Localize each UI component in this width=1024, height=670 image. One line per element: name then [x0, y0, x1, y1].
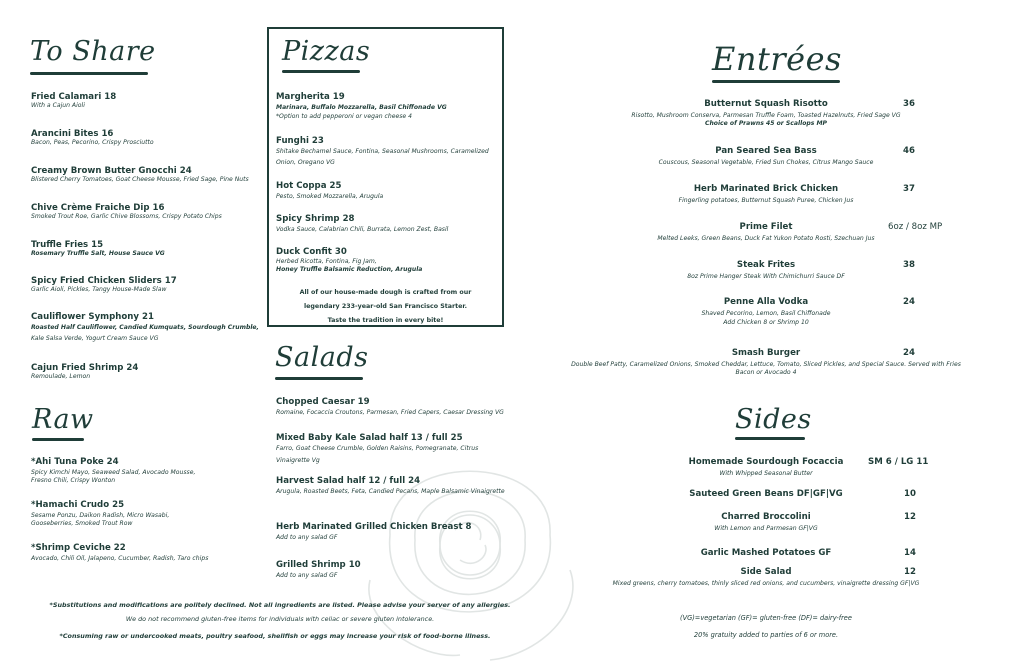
item-name: Chopped Caesar 19: [276, 397, 370, 407]
dough-note: [269, 286, 502, 328]
item-name: Duck Confit 30: [276, 247, 347, 257]
item-name: Fried Calamari 18: [31, 92, 117, 102]
salads-underline: [275, 377, 363, 380]
menu-item: [616, 489, 916, 499]
item-name: Herb Marinated Grilled Chicken Breast 8: [276, 522, 472, 532]
menu-item: [276, 433, 478, 465]
item-description: Blistered Cherry Tomatoes, Goat Cheese Mousse, Fried Sage, Pine Nuts: [31, 176, 249, 183]
menu-item: [616, 548, 916, 558]
item-price: 36: [903, 99, 915, 109]
item-name: Grilled Shrimp 10: [276, 560, 361, 570]
item-description: Herbed Ricotta, Fontina, Fig Jam,: [276, 258, 377, 265]
menu-item: [276, 247, 422, 273]
item-name: *Shrimp Ceviche 22: [31, 543, 126, 553]
item-name: Herb Marinated Brick Chicken: [693, 184, 839, 194]
item-description: Melted Leeks, Green Beans, Duck Fat Yukon Potato Rosti, Szechuan Jus: [657, 235, 875, 242]
item-name: *Ahi Tuna Poke 24: [31, 457, 119, 467]
item-name: Hot Coppa 25: [276, 181, 342, 191]
item-description-2: Kale Salsa Verde, Yogurt Cream Sauce VG: [31, 335, 159, 342]
item-description-2: Gooseberries, Smoked Trout Row: [31, 519, 133, 527]
item-description: Romaine, Focaccia Croutons, Parmesan, Fried Capers, Caesar Dressing VG: [276, 409, 504, 416]
item-price: 14: [904, 548, 916, 558]
item-description: With a Cajun Aioli: [31, 102, 85, 109]
gluten-note: We do not recommend gluten-free items for individuals with celiac or severe gluten intolerance.: [125, 615, 435, 623]
item-description: Remoulade, Lemon: [31, 373, 91, 380]
item-price: 24: [903, 297, 915, 307]
item-price: SM 6 / LG 11: [868, 457, 929, 467]
item-name: Penne Alla Vodka: [723, 297, 809, 307]
item-description: Risotto, Mushroom Conserva, Parmesan Truffle Foam, Toasted Hazelnuts, Fried Sage VG: [631, 112, 901, 119]
item-description: Vodka Sauce, Calabrian Chili, Burrata, Lemon Zest, Basil: [276, 226, 449, 233]
menu-item: [276, 522, 472, 542]
item-name: Arancini Bites 16: [31, 129, 114, 139]
menu-item: [276, 476, 505, 496]
substitutions-note: *Substitutions and modifications are politely declined. Not all ingredients are listed. Please advise your server of any allergies.: [49, 601, 511, 609]
item-description-2: *Option to add pepperoni or vegan cheese 4: [276, 113, 412, 120]
menu-item: [276, 560, 361, 580]
item-price: 24: [903, 348, 915, 358]
item-name: Side Salad: [740, 567, 792, 577]
menu-item: [276, 214, 448, 234]
menu-item: [31, 312, 259, 343]
item-price: 37: [903, 184, 915, 194]
sides-underline: [735, 437, 805, 440]
item-description: Sesame Ponzu, Daikon Radish, Micro Wasabi,: [31, 512, 170, 519]
item-name: Homemade Sourdough Focaccia: [688, 457, 844, 467]
menu-item: [616, 512, 916, 533]
pizzas-underline: [282, 70, 360, 73]
item-name: Smash Burger: [731, 348, 801, 358]
item-description-2: Fresno Chili, Crispy Wonton: [31, 476, 116, 484]
item-description-2: Choice of Prawns 45 or Scallops MP: [704, 119, 828, 127]
item-name: Spicy Shrimp 28: [276, 214, 355, 224]
item-name: Mixed Baby Kale Salad half 13 / full 25: [276, 433, 463, 443]
to-share-heading: To Share: [30, 36, 156, 67]
item-name: Cauliflower Symphony 21: [31, 312, 154, 322]
to-share-underline: [30, 72, 148, 75]
raw-heading: Raw: [32, 404, 94, 435]
dough-note-line: Taste the tradition in every bite!: [327, 317, 444, 324]
item-name: Butternut Squash Risotto: [704, 99, 828, 109]
entrees-heading: Entrées: [712, 40, 842, 78]
item-description: Couscous, Seasonal Vegetable, Fried Sun Chokes, Citrus Mango Sauce: [658, 159, 874, 166]
item-description: Farro, Goat Cheese Crumble, Golden Raisins, Pomegranate, Citrus: [276, 445, 479, 452]
menu-item: [31, 203, 222, 221]
item-description: Garlic Aioli, Pickles, Tangy House-Made Slaw: [31, 286, 167, 293]
item-description: Spicy Kimchi Mayo, Seaweed Salad, Avocado Mousse,: [31, 469, 196, 476]
pizzas-heading: Pizzas: [282, 36, 371, 67]
item-price: 38: [903, 260, 915, 270]
item-name: Creamy Brown Butter Gnocchi 24: [31, 166, 192, 176]
menu-item: [31, 129, 154, 147]
item-description: 8oz Prime Hanger Steak With Chimichurri Sauce DF: [687, 273, 845, 280]
item-description-2: Onion, Oregano VG: [276, 158, 335, 166]
menu-item: [31, 363, 138, 381]
item-name: Chive Crème Fraiche Dip 16: [31, 203, 165, 213]
raw-underline: [32, 438, 84, 441]
item-description: Arugula, Roasted Beets, Feta, Candied Pecans, Maple Balsamic Vinaigrette: [276, 488, 505, 495]
menu-item: [31, 276, 177, 294]
item-description-2: Add Chicken 8 or Shrimp 10: [723, 318, 809, 326]
item-description: Pesto, Smoked Mozzarella, Arugula: [276, 193, 384, 200]
item-name: Prime Filet: [739, 222, 793, 232]
menu-item: [31, 457, 195, 485]
sides-heading: Sides: [735, 404, 812, 435]
item-price: 6oz / 8oz MP: [888, 222, 943, 232]
item-name: Charred Broccolini: [721, 512, 811, 522]
item-name: Garlic Mashed Potatoes GF: [700, 548, 832, 558]
item-name: Pan Seared Sea Bass: [715, 146, 817, 156]
item-description-2: Vinaigrette Vg: [276, 456, 320, 464]
salads-heading: Salads: [275, 342, 369, 373]
item-description: Shitake Bechamel Sauce, Fontina, Seasonal Mushrooms, Caramelized: [276, 148, 489, 155]
item-name: Spicy Fried Chicken Sliders 17: [31, 276, 177, 286]
item-description: Mixed greens, cherry tomatoes, thinly sliced red onions, and cucumbers, vinaigrette dressing GF|VG: [612, 580, 920, 587]
item-description: Shaved Pecorino, Lemon, Basil Chiffonade: [701, 310, 831, 317]
item-description: With Whipped Seasonal Butter: [719, 470, 813, 477]
item-description: Smoked Trout Roe, Garlic Chive Blossoms, Crispy Potato Chips: [31, 213, 222, 220]
menu-item: [276, 92, 447, 121]
item-name: Cajun Fried Shrimp 24: [31, 363, 139, 373]
item-name: Sauteed Green Beans DF|GF|VG: [689, 489, 843, 499]
item-description: Avocado, Chili Oil, Jalapeno, Cucumber, Radish, Taro chips: [31, 555, 209, 562]
menu-item: [31, 500, 169, 528]
item-price: 10: [904, 489, 916, 499]
item-description: Fingerling potatoes, Butternut Squash Puree, Chicken Jus: [678, 197, 854, 204]
menu-item: [276, 136, 489, 167]
dough-note-line: All of our house-made dough is crafted from our: [299, 289, 472, 296]
item-description: With Lemon and Parmesan GF|VG: [714, 525, 818, 532]
item-description: Roasted Half Cauliflower, Candied Kumquats, Sourdough Crumble,: [31, 324, 259, 331]
entrees-underline: [712, 80, 840, 83]
menu-item: [31, 240, 165, 257]
dough-note-line: legendary 233-year-old San Francisco Starter.: [304, 303, 467, 310]
item-price: 12: [904, 567, 916, 577]
menu-item: [276, 397, 504, 417]
item-name: Truffle Fries 15: [31, 240, 104, 250]
item-description: Add to any salad GF: [276, 534, 338, 541]
item-name: Harvest Salad half 12 / full 24: [276, 476, 421, 486]
item-price: 46: [903, 146, 915, 156]
item-description: Double Beef Patty, Caramelized Onions, Smoked Cheddar, Lettuce, Tomato, Sliced Pickles, and Special Sauce. Served with Fries: [571, 361, 961, 368]
item-description-2: Honey Truffle Balsamic Reduction, Arugula: [276, 265, 423, 273]
dietary-legend: (VG)=vegetarian (GF)= gluten-free (DF)= dairy-free: [680, 614, 852, 622]
menu-item: [31, 166, 249, 184]
item-price: 12: [904, 512, 916, 522]
item-description: Add to any salad GF: [276, 572, 338, 579]
item-name: *Hamachi Crudo 25: [31, 500, 125, 510]
item-name: Steak Frites: [736, 260, 796, 270]
menu-item: [31, 543, 208, 563]
item-name: Funghi 23: [276, 136, 324, 146]
item-description: Rosemary Truffle Salt, House Sauce VG: [31, 250, 165, 257]
item-description: Bacon, Peas, Pecorino, Crispy Prosciutto: [31, 139, 154, 146]
item-description: Marinara, Buffalo Mozzarella, Basil Chiffonade VG: [276, 104, 447, 111]
item-name: Margherita 19: [276, 92, 345, 102]
gratuity-note: 20% gratuity added to parties of 6 or more.: [693, 631, 839, 639]
item-description-2: Bacon or Avocado 4: [735, 368, 797, 376]
menu-item: [276, 181, 383, 201]
menu-item: [546, 348, 986, 377]
raw-food-warning: *Consuming raw or undercooked meats, poultry seafood, shellfish or eggs may increase your risk of food-borne illness.: [59, 632, 491, 640]
menu-item: [31, 92, 116, 110]
